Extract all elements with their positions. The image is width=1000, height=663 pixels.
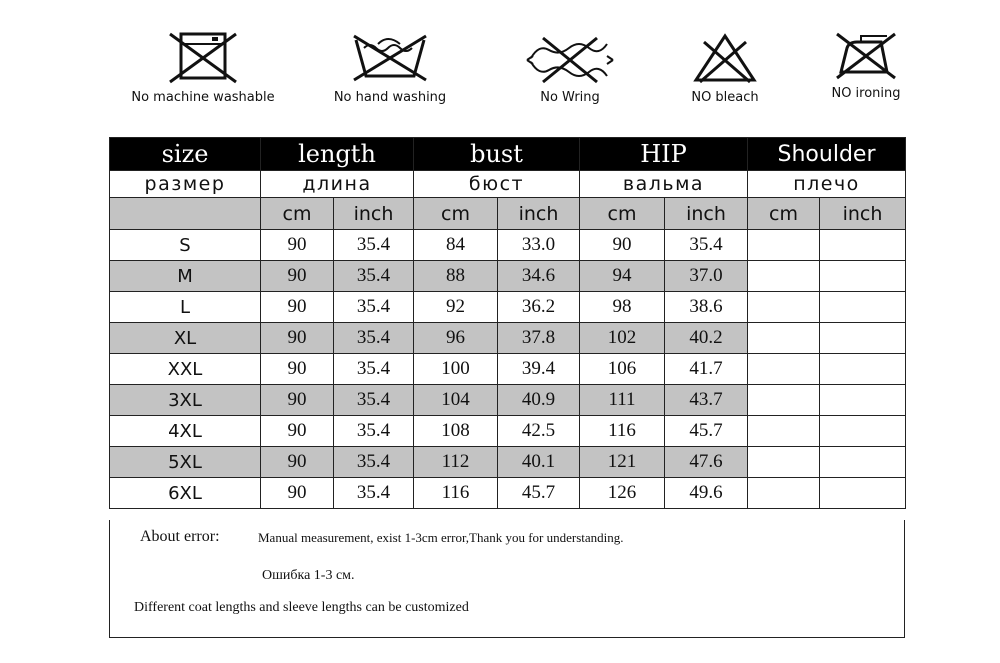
value-cell: 35.4 (334, 292, 414, 323)
value-cell: 90 (261, 385, 334, 416)
value-cell: 90 (261, 230, 334, 261)
error-text-russian: Ошибка 1-3 см. (262, 568, 355, 583)
value-cell (748, 323, 820, 354)
value-cell: 33.0 (498, 230, 580, 261)
value-cell (820, 230, 906, 261)
value-cell: 100 (414, 354, 498, 385)
table-row (110, 261, 906, 292)
care-label: No hand washing (333, 90, 447, 105)
unit-cell: cm (261, 198, 334, 230)
error-text: Manual measurement, exist 1-3cm error,Thank you for understanding. (258, 530, 624, 545)
value-cell: 40.2 (665, 323, 748, 354)
value-cell: 47.6 (665, 447, 748, 478)
size-chart-table (109, 137, 906, 509)
care-label: NO ironing (831, 86, 901, 101)
value-cell: 90 (580, 230, 665, 261)
units-empty (110, 198, 261, 230)
value-cell: 126 (580, 478, 665, 509)
value-cell (820, 292, 906, 323)
size-cell: 6XL (110, 478, 261, 509)
header-row (110, 138, 906, 171)
value-cell: 40.1 (498, 447, 580, 478)
value-cell (748, 416, 820, 447)
size-rows (110, 230, 906, 509)
table-row (110, 478, 906, 509)
value-cell (748, 230, 820, 261)
value-cell: 121 (580, 447, 665, 478)
value-cell: 36.2 (498, 292, 580, 323)
header-length: length (261, 138, 414, 171)
care-instructions (0, 0, 1000, 120)
table-row (110, 447, 906, 478)
value-cell (820, 261, 906, 292)
size-cell: XL (110, 323, 261, 354)
header-size-ru: размер (110, 171, 261, 198)
value-cell: 104 (414, 385, 498, 416)
value-cell: 112 (414, 447, 498, 478)
value-cell: 42.5 (498, 416, 580, 447)
size-cell: 5XL (110, 447, 261, 478)
header-size: size (110, 138, 261, 171)
unit-cell: cm (748, 198, 820, 230)
table-row (110, 292, 906, 323)
value-cell: 90 (261, 478, 334, 509)
table-row (110, 385, 906, 416)
size-cell: S (110, 230, 261, 261)
value-cell: 116 (580, 416, 665, 447)
value-cell: 38.6 (665, 292, 748, 323)
table-row (110, 323, 906, 354)
value-cell (748, 292, 820, 323)
value-cell: 39.4 (498, 354, 580, 385)
value-cell: 35.4 (665, 230, 748, 261)
value-cell: 35.4 (334, 354, 414, 385)
value-cell: 92 (414, 292, 498, 323)
value-cell: 106 (580, 354, 665, 385)
value-cell (748, 447, 820, 478)
value-cell (748, 354, 820, 385)
value-cell: 116 (414, 478, 498, 509)
value-cell: 90 (261, 292, 334, 323)
value-cell: 37.8 (498, 323, 580, 354)
unit-cell: inch (665, 198, 748, 230)
header-bust-ru: бюст (414, 171, 580, 198)
value-cell: 90 (261, 416, 334, 447)
header-shoulder-ru: плечо (748, 171, 906, 198)
table-row (110, 416, 906, 447)
care-no-bleach (680, 30, 770, 105)
value-cell: 35.4 (334, 261, 414, 292)
value-cell (820, 354, 906, 385)
value-cell: 88 (414, 261, 498, 292)
header-length-ru: длина (261, 171, 414, 198)
care-label: No Wring (540, 90, 600, 105)
customization-note: Different coat lengths and sleeve lengths can be customized (134, 600, 469, 615)
value-cell: 43.7 (665, 385, 748, 416)
size-cell: 3XL (110, 385, 261, 416)
header-bust: bust (414, 138, 580, 171)
value-cell: 41.7 (665, 354, 748, 385)
value-cell: 35.4 (334, 478, 414, 509)
value-cell (820, 416, 906, 447)
value-cell (820, 323, 906, 354)
value-cell: 35.4 (334, 230, 414, 261)
value-cell: 45.7 (665, 416, 748, 447)
value-cell: 35.4 (334, 447, 414, 478)
table-row (110, 230, 906, 261)
care-label: NO bleach (691, 90, 759, 105)
no-bleach-icon (690, 30, 760, 84)
header-row-russian (110, 171, 906, 198)
value-cell: 45.7 (498, 478, 580, 509)
value-cell (748, 385, 820, 416)
value-cell (820, 385, 906, 416)
header-hip: HIP (580, 138, 748, 171)
value-cell: 34.6 (498, 261, 580, 292)
value-cell: 35.4 (334, 385, 414, 416)
value-cell: 35.4 (334, 416, 414, 447)
size-cell: M (110, 261, 261, 292)
care-no-wring (520, 30, 620, 105)
value-cell: 84 (414, 230, 498, 261)
size-cell: 4XL (110, 416, 261, 447)
value-cell: 90 (261, 261, 334, 292)
notes-box (109, 520, 905, 638)
size-cell: XXL (110, 354, 261, 385)
value-cell: 35.4 (334, 323, 414, 354)
value-cell: 37.0 (665, 261, 748, 292)
care-no-iron (816, 30, 916, 101)
care-label: No machine washable (131, 90, 275, 105)
value-cell (748, 261, 820, 292)
value-cell: 40.9 (498, 385, 580, 416)
no-wring-icon (525, 30, 615, 84)
units-row (110, 198, 906, 230)
no-iron-icon (831, 30, 901, 82)
value-cell: 90 (261, 323, 334, 354)
unit-cell: inch (498, 198, 580, 230)
table-row (110, 354, 906, 385)
value-cell: 111 (580, 385, 665, 416)
value-cell (748, 478, 820, 509)
value-cell: 102 (580, 323, 665, 354)
no-machine-wash-icon (168, 30, 238, 84)
value-cell: 49.6 (665, 478, 748, 509)
value-cell: 96 (414, 323, 498, 354)
unit-cell: inch (334, 198, 414, 230)
value-cell (820, 478, 906, 509)
unit-cell: cm (580, 198, 665, 230)
care-no-hand-wash (330, 30, 450, 105)
unit-cell: inch (820, 198, 906, 230)
value-cell: 94 (580, 261, 665, 292)
value-cell (820, 447, 906, 478)
value-cell: 90 (261, 354, 334, 385)
value-cell: 90 (261, 447, 334, 478)
care-no-machine-wash (128, 30, 278, 105)
no-hand-wash-icon (350, 30, 430, 84)
header-hip-ru: вальма (580, 171, 748, 198)
header-shoulder: Shoulder (748, 138, 906, 171)
error-label: About error: (140, 528, 220, 545)
value-cell: 98 (580, 292, 665, 323)
value-cell: 108 (414, 416, 498, 447)
unit-cell: cm (414, 198, 498, 230)
size-cell: L (110, 292, 261, 323)
